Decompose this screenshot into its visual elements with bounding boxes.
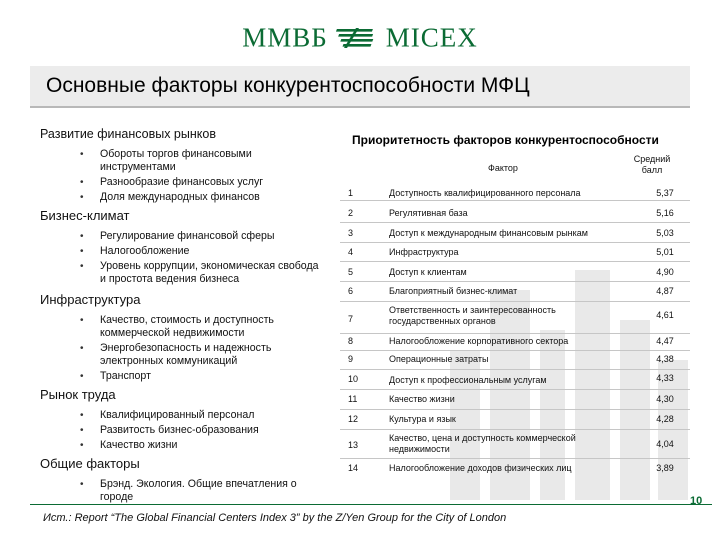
table-row (340, 281, 690, 302)
table-row (340, 350, 690, 370)
row-factor: Операционные затраты (389, 354, 489, 364)
bullet-icon: • (80, 192, 84, 203)
table-row (340, 178, 690, 201)
list-item: • Доля международных финансов (80, 191, 260, 203)
table-row (340, 429, 690, 459)
category-heading: Развитие финансовых рынков (40, 127, 216, 141)
footer-divider (30, 504, 712, 505)
page-title: Основные факторы конкурентоспособности МФЦ (46, 74, 530, 97)
table-row (340, 333, 690, 351)
table-row (340, 222, 690, 243)
list-item: • Брэнд. Экология. Общие впечатления о городе (80, 478, 297, 503)
table-row (340, 242, 690, 262)
row-rank: 4 (348, 247, 354, 257)
row-score: 5,16 (656, 208, 674, 218)
row-factor: Доступ к международным финансовым рынкам (389, 228, 588, 238)
row-score: 5,01 (656, 247, 674, 257)
category-heading: Инфраструктура (40, 292, 141, 307)
row-score: 4,30 (656, 394, 674, 404)
list-item: • Налогообложение (80, 245, 190, 257)
list-item: • Качество, стоимость и доступность коммерческой недвижимости (80, 314, 274, 339)
row-rank: 10 (348, 374, 359, 384)
micex-emblem-icon (336, 26, 378, 50)
list-item: • Квалифицированный персонал (80, 409, 255, 421)
bullet-icon: • (80, 261, 84, 272)
row-rank: 6 (348, 286, 354, 296)
category-heading: Общие факторы (40, 456, 140, 471)
logo-text-ru: ММВБ (242, 22, 328, 53)
row-rank: 11 (348, 394, 358, 404)
row-score: 4,04 (656, 439, 674, 449)
table-row (340, 389, 690, 410)
list-item: • Развитость бизнес-образования (80, 424, 259, 436)
factors-list (40, 126, 325, 508)
row-score: 4,90 (656, 267, 674, 277)
bullet-icon: • (80, 410, 84, 421)
column-header-score: Средний балл (633, 154, 671, 175)
title-banner (30, 66, 690, 108)
row-rank: 12 (348, 414, 359, 424)
row-rank: 14 (348, 463, 359, 473)
table-row (340, 458, 690, 478)
row-factor: Доступ к профессиональным услугам (389, 375, 547, 385)
row-score: 4,33 (656, 373, 674, 383)
row-rank: 2 (348, 208, 354, 218)
table-row (340, 409, 690, 430)
table-row (340, 200, 690, 223)
row-factor: Регулятивная база (389, 208, 468, 218)
row-score: 5,37 (656, 188, 674, 198)
row-rank: 1 (348, 188, 354, 198)
page-number: 10 (690, 495, 703, 507)
row-factor: Налогообложение доходов физических лиц (389, 463, 572, 473)
category-heading: Бизнес-климат (40, 208, 130, 223)
table-title: Приоритетность факторов конкурентоспособности (352, 133, 659, 147)
row-score: 3,89 (656, 463, 674, 473)
list-item: • Качество жизни (80, 439, 178, 451)
row-score: 5,03 (656, 228, 674, 238)
row-rank: 5 (348, 267, 354, 277)
row-rank: 8 (348, 336, 354, 346)
row-factor: Ответственность и заинтересованность государственных органов (389, 305, 556, 326)
row-factor: Качество, цена и доступность коммерческой недвижимости (389, 433, 576, 454)
bullet-icon: • (80, 343, 84, 354)
bullet-icon: • (80, 440, 84, 451)
list-item: • Энергобезопасность и надежность электронных коммуникаций (80, 342, 272, 367)
row-factor: Доступность квалифицированного персонала (389, 188, 581, 198)
row-factor: Налогообложение корпоративного сектора (389, 336, 569, 346)
table-row (340, 301, 690, 334)
bullet-icon: • (80, 371, 84, 382)
list-item: • Транспорт (80, 370, 151, 382)
row-factor: Качество жизни (389, 394, 455, 404)
table-row (340, 261, 690, 282)
bullet-icon: • (80, 246, 84, 257)
row-score: 4,28 (656, 414, 674, 424)
row-factor: Культура и язык (389, 414, 456, 424)
logo-text-en: MICEX (385, 22, 478, 53)
row-factor: Инфраструктура (389, 247, 459, 257)
list-item: • Обороты торгов финансовыми инструментами (80, 148, 252, 173)
bullet-icon: • (80, 425, 84, 436)
category-heading: Рынок труда (40, 387, 116, 402)
row-factor: Благоприятный бизнес-климат (389, 286, 518, 296)
row-rank: 9 (348, 354, 354, 364)
row-score: 4,61 (656, 310, 674, 320)
bullet-icon: • (80, 479, 84, 490)
row-factor: Доступ к клиентам (389, 267, 467, 277)
list-item: • Регулирование финансовой сферы (80, 230, 275, 242)
row-score: 4,47 (656, 336, 674, 346)
row-score: 4,87 (656, 286, 674, 296)
bullet-icon: • (80, 315, 84, 326)
bullet-icon: • (80, 149, 84, 160)
list-item: • Разнообразие финансовых услуг (80, 176, 264, 188)
source-note: Ист.: Report “The Global Financial Centers Index 3” by the Z/Yen Group for the City of London (43, 512, 507, 524)
table-row (340, 369, 690, 390)
micex-logo (0, 20, 720, 53)
row-rank: 13 (348, 440, 359, 450)
list-item: • Уровень коррупции, экономическая свобода и простота ведения бизнеса (80, 260, 319, 285)
column-header-factor: Фактор (488, 163, 518, 173)
bullet-icon: • (80, 177, 84, 188)
row-rank: 3 (348, 228, 354, 238)
row-rank: 7 (348, 314, 354, 324)
bullet-icon: • (80, 231, 84, 242)
row-score: 4,38 (656, 354, 674, 364)
